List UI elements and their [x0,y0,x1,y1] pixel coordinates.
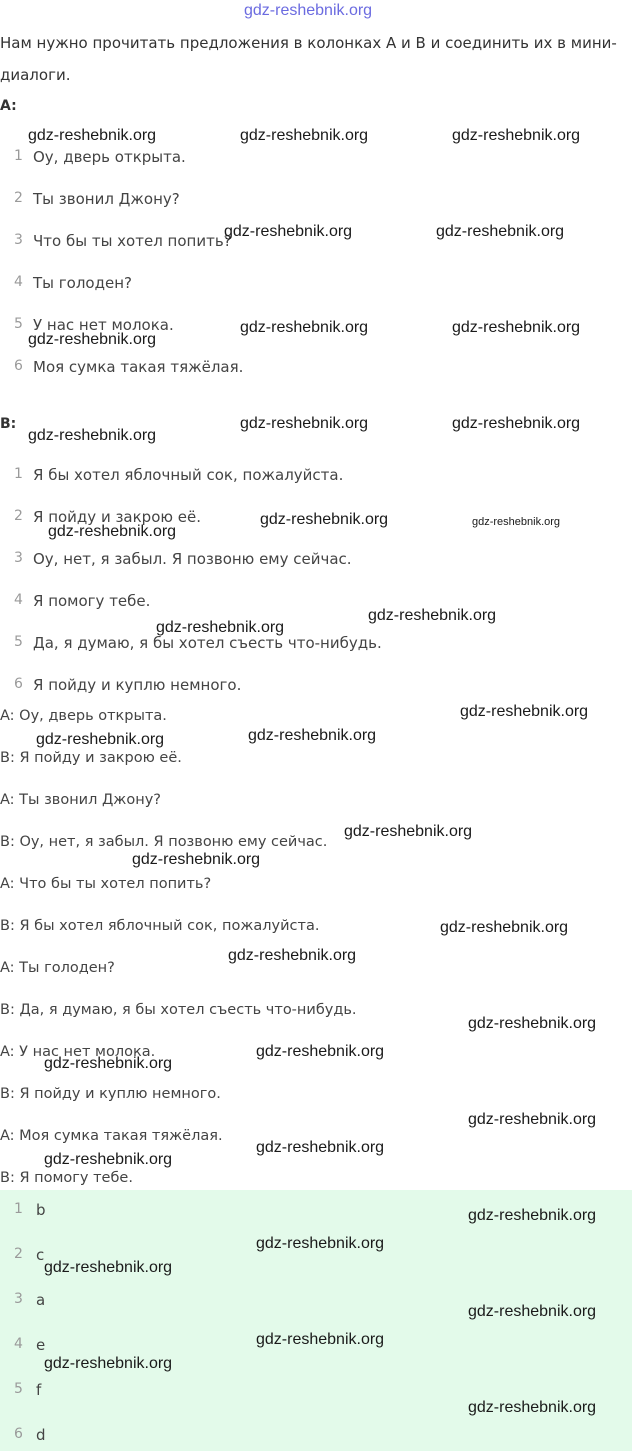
dialog-line: A: Оу, дверь открыта. [0,708,167,724]
dialog-line: B: Я помогу тебе. [0,1170,133,1186]
dialog-line: A: Что бы ты хотел попить? [0,876,212,892]
answer-number: 1 [14,1201,23,1217]
item-text: Я пойду и куплю немного. [33,676,242,694]
item-number: 6 [14,358,23,374]
column-b-label: B: [0,416,17,432]
item-number: 4 [14,592,23,608]
dialog-line: B: Я пойду и куплю немного. [0,1086,221,1102]
watermark: gdz-reshebnik.org [472,516,561,528]
intro-line-2: диалоги. [0,66,71,84]
dialog-line: A: Моя сумка такая тяжёлая. [0,1128,223,1144]
answer-letter: a [36,1291,46,1309]
watermark: gdz-reshebnik.org [256,1331,385,1348]
item-text: Я помогу тебе. [33,592,151,610]
watermark: gdz-reshebnik.org [44,1151,173,1168]
item-number: 1 [14,148,23,164]
item-number: 6 [14,676,23,692]
item-number: 1 [14,466,23,482]
dialog-line: B: Оу, нет, я забыл. Я позвоню ему сейчас. [0,834,328,850]
watermark: gdz-reshebnik.org [368,607,497,624]
dialog-line: B: Я бы хотел яблочный сок, пожалуйста. [0,918,320,934]
watermark: gdz-reshebnik.org [228,947,357,964]
watermark: gdz-reshebnik.org [344,823,473,840]
watermark: gdz-reshebnik.org [240,319,369,336]
answer-letter: d [36,1426,46,1444]
item-text: Что бы ты хотел попить? [33,232,232,250]
watermark: gdz-reshebnik.org [248,727,377,744]
watermark: gdz-reshebnik.org [256,1139,385,1156]
answer-letter: b [36,1201,46,1219]
watermark: gdz-reshebnik.org [240,127,369,144]
watermark: gdz-reshebnik.org [452,415,581,432]
item-number: 4 [14,274,23,290]
item-number: 5 [14,634,23,650]
watermark: gdz-reshebnik.org [440,919,569,936]
answer-number: 5 [14,1381,23,1397]
item-number: 5 [14,316,23,332]
watermark: gdz-reshebnik.org [460,703,589,720]
item-number: 3 [14,232,23,248]
watermark: gdz-reshebnik.org [468,1207,597,1224]
watermark: gdz-reshebnik.org [28,427,157,444]
watermark: gdz-reshebnik.org [224,223,353,240]
item-number: 2 [14,508,23,524]
watermark-top: gdz-reshebnik.org [244,2,373,19]
answer-number: 3 [14,1291,23,1307]
watermark: gdz-reshebnik.org [452,127,581,144]
dialog-line: A: Ты голоден? [0,960,115,976]
watermark: gdz-reshebnik.org [44,1055,173,1072]
answer-number: 4 [14,1336,23,1352]
item-number: 2 [14,190,23,206]
item-text: Да, я думаю, я бы хотел съесть что-нибудь. [33,634,382,652]
dialog-line: A: У нас нет молока. [0,1044,156,1060]
answer-number: 2 [14,1246,23,1262]
item-text: Оу, дверь открыта. [33,148,186,166]
watermark: gdz-reshebnik.org [28,127,157,144]
watermark: gdz-reshebnik.org [468,1015,597,1032]
column-a-label: A: [0,98,17,114]
answer-letter: f [36,1381,42,1399]
item-text: Ты голоден? [33,274,132,292]
item-text: У нас нет молока. [33,316,174,334]
item-number: 3 [14,550,23,566]
watermark: gdz-reshebnik.org [260,511,389,528]
intro-line-1: Нам нужно прочитать предложения в колонках A и B и соединить их в мини- [0,34,617,52]
dialog-line: B: Я пойду и закрою её. [0,750,182,766]
watermark: gdz-reshebnik.org [48,523,177,540]
watermark: gdz-reshebnik.org [452,319,581,336]
watermark: gdz-reshebnik.org [468,1399,597,1416]
watermark: gdz-reshebnik.org [256,1043,385,1060]
item-text: Я пойду и закрою её. [33,508,202,526]
answer-letter: c [36,1246,45,1264]
dialog-line: A: Ты звонил Джону? [0,792,162,808]
watermark: gdz-reshebnik.org [468,1111,597,1128]
item-text: Моя сумка такая тяжёлая. [33,358,244,376]
watermark: gdz-reshebnik.org [468,1303,597,1320]
answer-number: 6 [14,1426,23,1442]
dialog-line: B: Да, я думаю, я бы хотел съесть что-нибудь. [0,1002,357,1018]
watermark: gdz-reshebnik.org [36,731,165,748]
watermark: gdz-reshebnik.org [436,223,565,240]
watermark: gdz-reshebnik.org [28,331,157,348]
watermark: gdz-reshebnik.org [132,851,261,868]
item-text: Оу, нет, я забыл. Я позвоню ему сейчас. [33,550,352,568]
watermark: gdz-reshebnik.org [256,1235,385,1252]
answer-letter: e [36,1336,46,1354]
watermark: gdz-reshebnik.org [240,415,369,432]
watermark: gdz-reshebnik.org [44,1259,173,1276]
item-text: Ты звонил Джону? [33,190,180,208]
item-text: Я бы хотел яблочный сок, пожалуйста. [33,466,344,484]
watermark: gdz-reshebnik.org [44,1355,173,1372]
watermark: gdz-reshebnik.org [156,619,285,636]
